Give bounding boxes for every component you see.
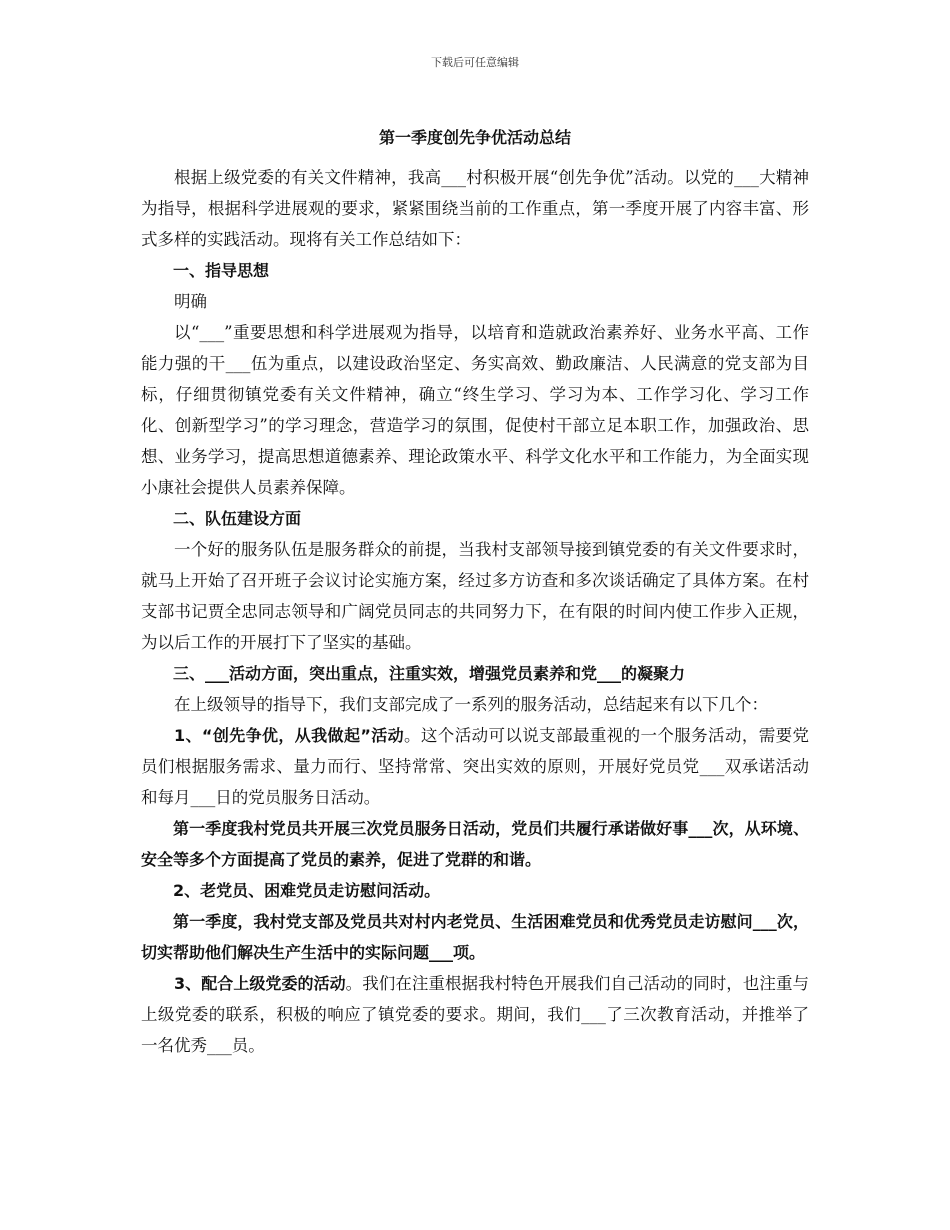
page-header: 下载后可任意编辑 [431, 56, 519, 69]
team-building-paragraph: 一个好的服务队伍是服务群众的前提，当我村支部领导接到镇党委的有关文件要求时，就马上开始了召开班子会议讨论实施方案，经过多方访查和多次谈话确定了具体方案。在村支部书记贾全忠同志领导和广阔党员同志的共同努力下，在有限的时间内使工作步入正规，为以后工作的开展打下了坚实的基础。 [141, 540, 809, 652]
activity-item-3 [141, 968, 809, 1061]
section-heading-2: 二、队伍建设方面 [173, 509, 302, 528]
section-heading-3: 三、___活动方面，突出重点，注重实效，增强党员素养和党___的凝聚力 [173, 664, 686, 683]
activity-item-1 [141, 720, 809, 813]
visit-summary: 第一季度，我村党支部及党员共对村内老党员、生活困难党员和优秀党员走访慰问___次，切实帮助他们解决生产生活中的实际问题___项。 [141, 912, 809, 962]
activity-item-3-text: 。我们在注重根据我村特色开展我们自己活动的同时，也注重与上级党委的联系，积极的响应了镇党委的要求。期间，我们___了三次教育活动，并推举了一名优秀___员。 [141, 974, 809, 1055]
document-title: 第一季度创先争优活动总结 [378, 128, 571, 147]
intro-paragraph: 根据上级党委的有关文件精神，我高___村积极开展“创先争优”活动。以党的___大精神为指导，根据科学进展观的要求，紧紧围绕当前的工作重点，第一季度开展了内容丰富、形式多样的实践活动。现将有关工作总结如下： [141, 168, 809, 249]
paragraph-mingque: 明确 [174, 292, 207, 311]
service-day-summary: 第一季度我村党员共开展三次党员服务日活动，党员们共履行承诺做好事___次，从环境、安全等多个方面提高了党员的素养，促进了党群的和谐。 [141, 819, 809, 869]
activity-item-2: 2、老党员、困难党员走访慰问活动。 [173, 881, 441, 900]
document-body [141, 162, 809, 1061]
activity-item-1-text: 。这个活动可以说支部最重视的一个服务活动，需要党员们根据服务需求、量力而行、坚持常常、突出实效的原则，开展好党员党___双承诺活动和每月___日的党员服务日活动。 [141, 726, 810, 807]
guiding-thought-paragraph: 以“___”重要思想和科学进展观为指导，以培育和造就政治素养好、业务水平高、工作能力强的干___伍为重点，以建设政治坚定、务实高效、勤政廉洁、人民满意的党支部为目标，仔细贯彻镇党委有关文件精神，确立“终生学习、学习为本、工作学习化、学习工作化、创新型学习”的学习理念，营造学习的氛围，促使村干部立足本职工作，加强政治、思想、业务学习，提高思想道德素养、理论政策水平、科学文化水平和工作能力，为全面实现小康社会提供人员素养保障。 [141, 323, 809, 497]
activity-item-1-title: 1、“创先争优，从我做起”活动 [174, 726, 405, 745]
activity-item-3-title: 3、配合上级党委的活动 [174, 974, 346, 993]
activities-intro-paragraph: 在上级领导的指导下，我们支部完成了一系列的服务活动，总结起来有以下几个： [174, 695, 768, 714]
section-heading-1: 一、指导思想 [173, 261, 270, 280]
